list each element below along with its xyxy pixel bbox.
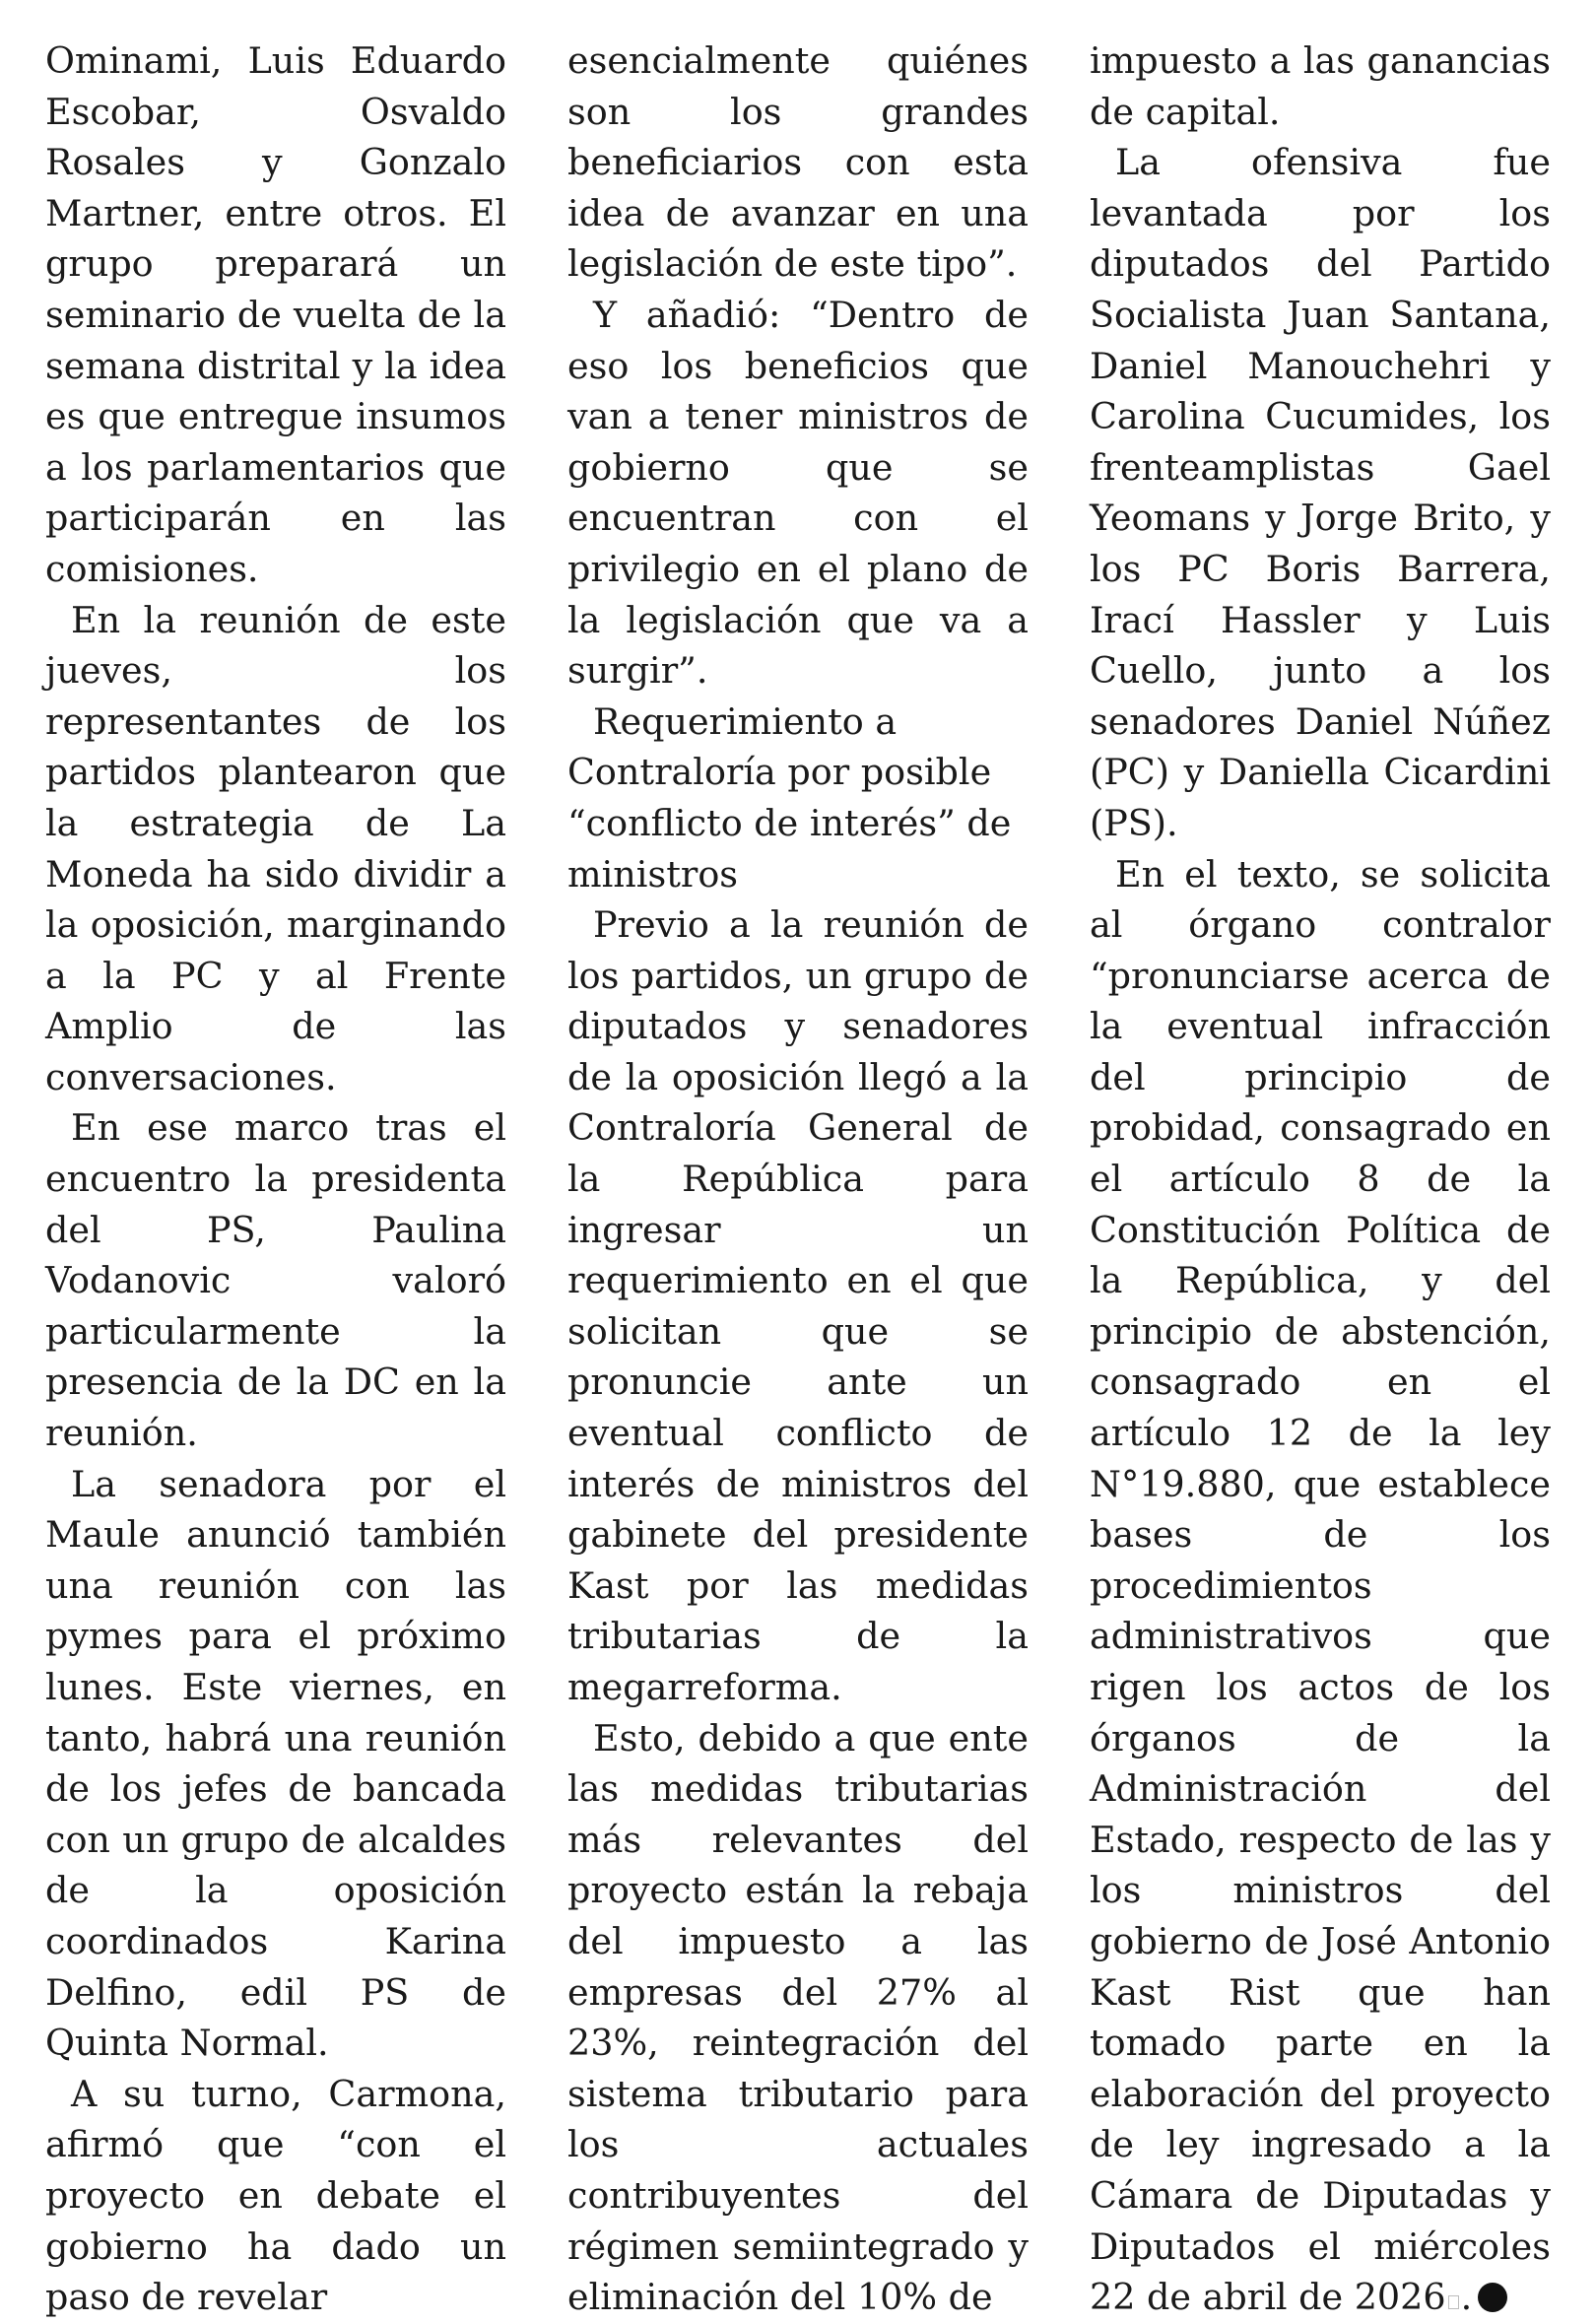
article-column-2 [567,35,1029,2323]
paragraph: La ofensiva fue levantada por los diputados del Partido Socialista Juan Santana, Daniel Manouchehri y Carolina Cucumides, los frenteamplistas Gael Yeomans y Jorge Brito, y los PC Boris Barrera, Irací Hassler y Luis Cuello, junto a los senadores Daniel Núñez (PC) y Daniella Cicardini (PS). [1090,141,1551,844]
article-column-3 [1090,35,1551,2323]
end-mark-icon [1478,2283,1507,2312]
paragraph: Ominami, Luis Eduardo Escobar, Osvaldo Rosales y Gonzalo Martner, entre otros. El grupo preparará un seminario de vuelta de la semana distrital y la idea es que entregue insumos a los parlamentarios que participarán en las comisiones. [45,39,506,590]
article-column-1 [45,35,506,2323]
paragraph: En la reunión de este jueves, los representantes de los partidos plantearon que la estrategia de La Moneda ha sido dividir a la oposición, marginando a la PC y al Frente Amplio de las conversaciones. [45,598,506,1098]
paragraph: esencialmente quiénes son los grandes beneficiarios con esta idea de avanzar en una legislación de este tipo”. [567,39,1029,286]
paragraph: impuesto a las ganancias de capital. [1090,39,1551,133]
paragraph: En ese marco tras el encuentro la presidenta del PS, Paulina Vodanovic valoró particularmente la presencia de la DC en la reunión. [45,1106,506,1455]
paragraph: Y añadió: “Dentro de eso los beneficios que van a tener ministros de gobierno que se encuentran con el privilegio en el plano de la legislación que va a surgir”. [567,293,1029,693]
paragraph: Previo a la reunión de los partidos, un grupo de diputados y senadores de la oposición llegó a la Contraloría General de la República para ingresar un requerimiento en el que solicitan que se pronuncie ante un eventual conflicto de interés de ministros del gabinete del presidente Kast por las medidas tributarias de la megarreforma. [567,903,1029,1708]
final-paragraph [1090,849,1551,2323]
paragraph: La senadora por el Maule anunció también una reunión con las pymes para el próximo lunes. Este viernes, en tanto, habrá una reunión de los jefes de bancada con un grupo de alcaldes de la oposición coordinados Karina Delfino, edil PS de Quinta Normal. [45,1462,506,2065]
paragraph: Esto, debido a que ente las medidas tributarias más relevantes del proyecto están la rebaja del impuesto a las empresas del 27% al 23%, reintegración del sistema tributario para los actuales contribuyentes del régimen semiintegrado y eliminación del 10% de [567,1716,1029,2319]
final-paragraph-text: En el texto, se solicita al órgano contralor “pronunciarse acerca de la eventual infracción del principio de probidad, consagrado en el artículo 8 de la Constitución Política de la República, y del principio de abstención, consagrado en el artículo 12 de la ley N°19.880, que establece bases de los procedimientos administrativos que rigen los actos de los órganos de la Administración del Estado, respecto de las y los ministros del gobierno de José Antonio Kast Rist que han tomado parte en la elaboración del proyecto de ley ingresado a la Cámara de Diputadas y Diputados el miércoles 22 de abril de 2026 [1090,852,1551,2319]
final-period: . [1460,2276,1473,2319]
box-glyph-icon [1448,2295,1459,2309]
section-subheading: Requerimiento a Contraloría por posible “conflicto de interés” de ministros [567,699,1012,896]
paragraph: A su turno, Carmona, afirmó que “con el proyecto en debate el gobierno ha dado un paso de revelar [45,2072,506,2319]
